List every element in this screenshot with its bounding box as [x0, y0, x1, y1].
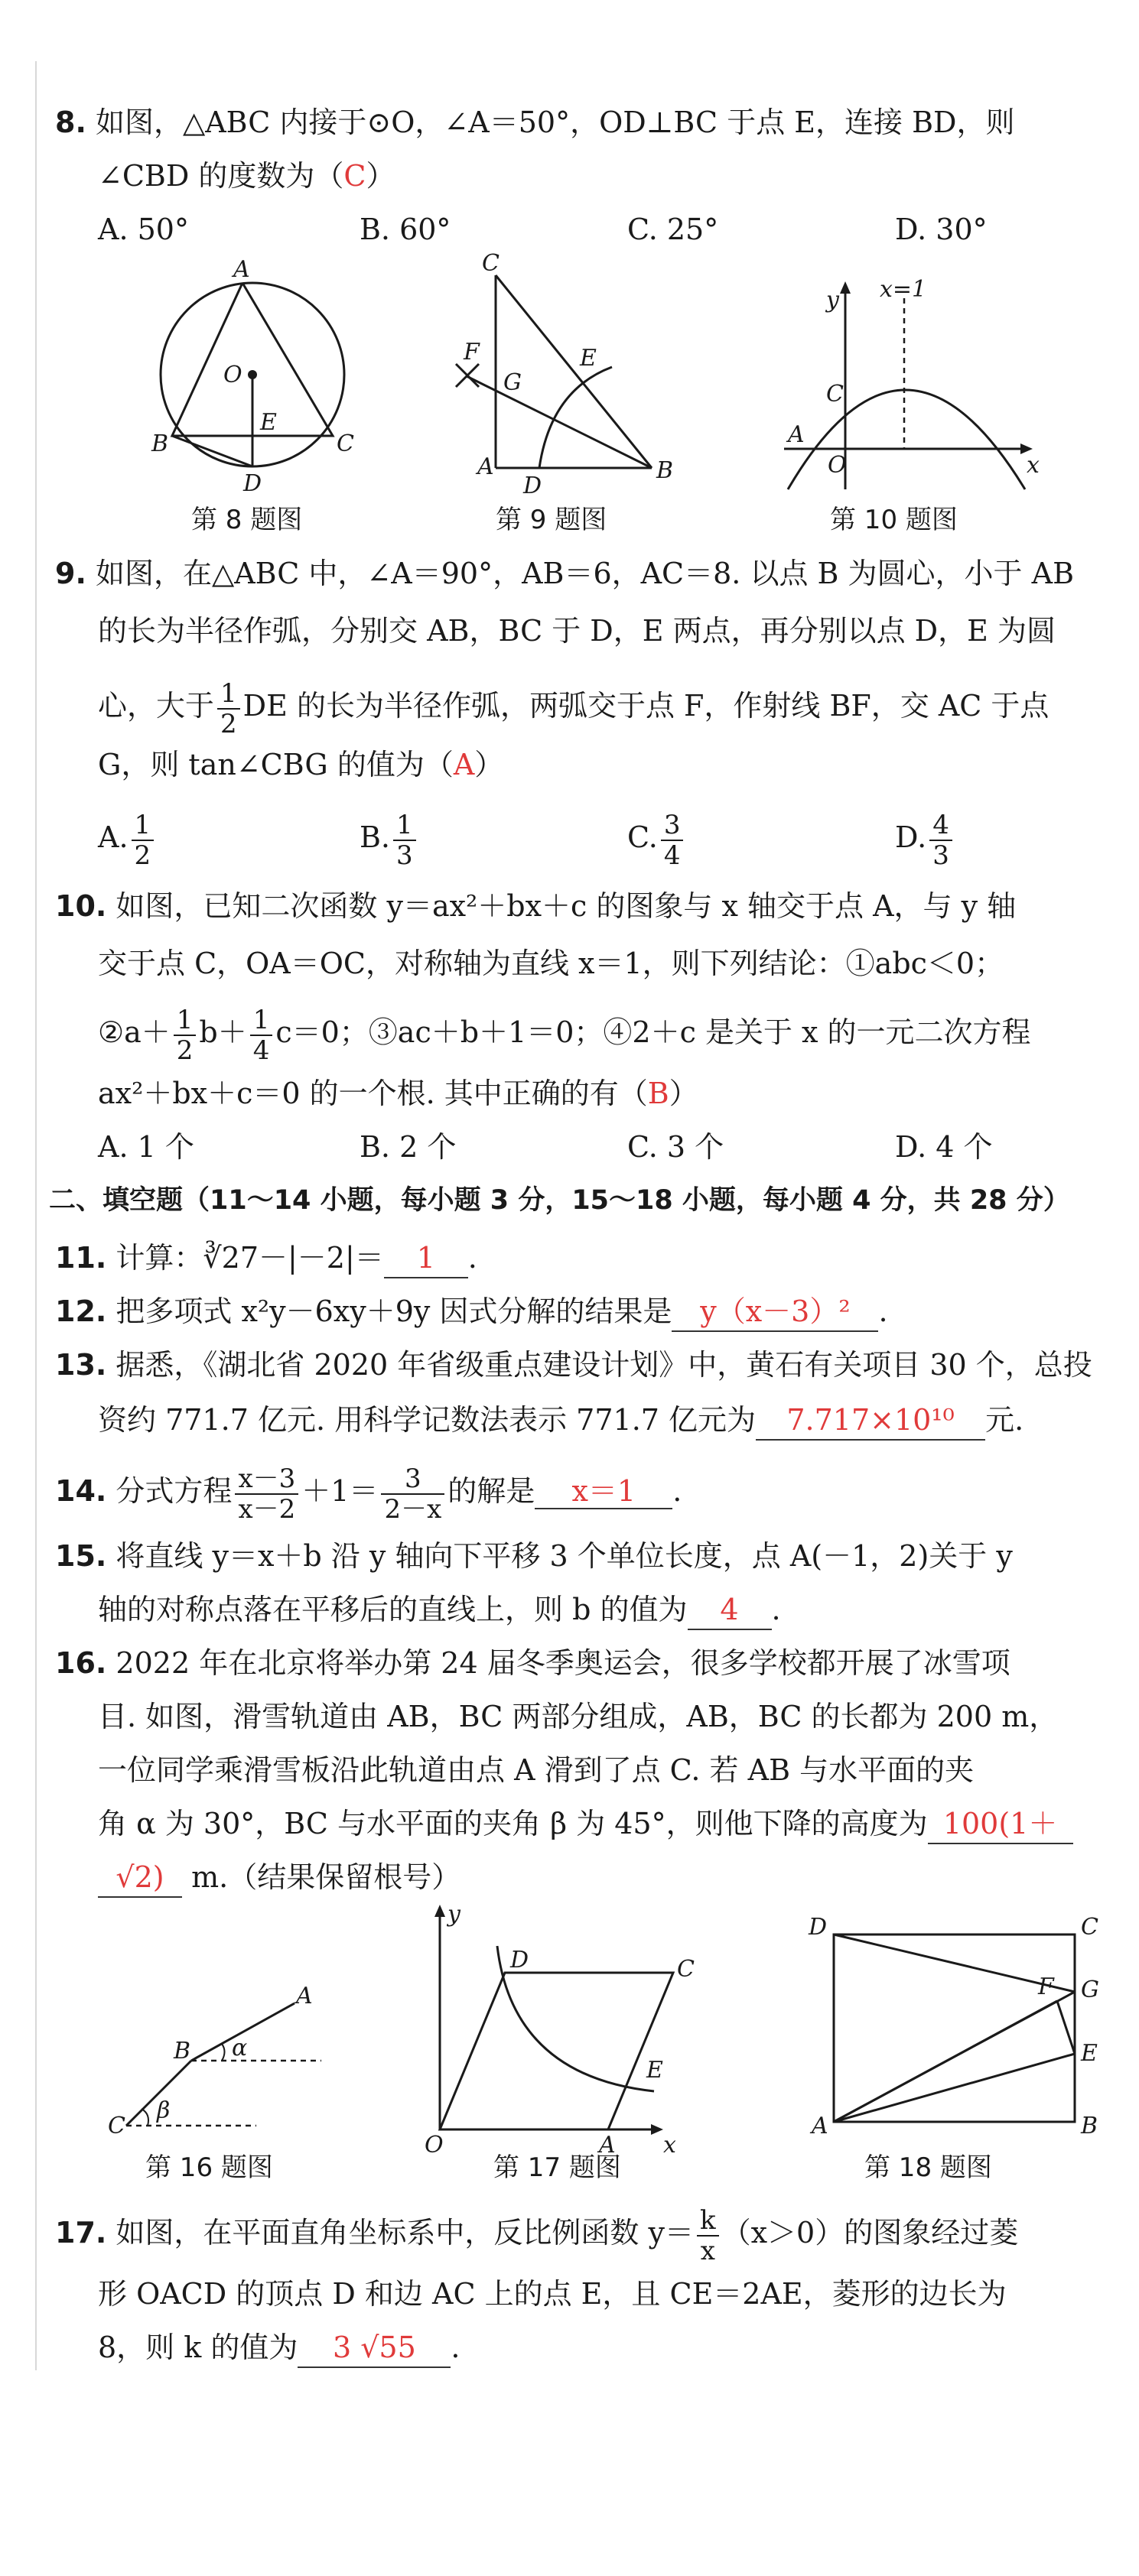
q10-line1 — [55, 887, 1016, 925]
fig10-label-y: y — [826, 287, 839, 313]
q8-line1 — [55, 103, 1015, 141]
q10-stem-line1: 如图，已知二次函数 y＝ax²＋bx＋c 的图象与 x 轴交于点 A，与 y 轴 — [116, 889, 1017, 923]
q10-frac1-top: 1 — [174, 1005, 197, 1036]
q9-option-c-label: C. — [627, 820, 658, 854]
fig16-label-alpha: α — [232, 2035, 248, 2061]
q16-number: 16. — [55, 1646, 107, 1680]
q9-option-a-bottom: 2 — [134, 840, 151, 871]
fig18-label-d: D — [809, 1914, 828, 1941]
q8-stem-line2: ∠CBD 的度数为（ — [98, 159, 344, 193]
q15-number: 15. — [55, 1539, 107, 1573]
q14-answer: x＝1 — [535, 1474, 672, 1509]
section-2-title: 二、填空题（11～14 小题，每小题 3 分，15～18 小题，每小题 4 分，共 28 分） — [49, 1185, 1070, 1216]
fig17-caption: 第 17 题图 — [493, 2152, 621, 2183]
q17-stem-line1b: （x＞0）的图象经过菱 — [721, 2216, 1019, 2250]
q17-stem-line3: 8，则 k 的值为 — [98, 2331, 298, 2364]
fig9-label-b: B — [656, 457, 674, 484]
q9-option-d-label: D. — [895, 820, 927, 854]
q17-line3 — [98, 2328, 460, 2368]
figure-9 — [451, 250, 696, 505]
q10-stem-close: ） — [669, 1077, 698, 1110]
q10-frac1-bottom: 2 — [176, 1035, 194, 1066]
q9-frac-top: 1 — [217, 679, 240, 710]
q10-stem-line3c: c＝0；③ac＋b＋1＝0；④2＋c 是关于 x 的一元二次方程 — [275, 1015, 1031, 1049]
q13-line2 — [98, 1401, 1023, 1441]
q10-stem-line4: ax²＋bx＋c＝0 的一个根. 其中正确的有（ — [98, 1077, 648, 1110]
fig9-label-a: A — [477, 453, 494, 480]
q11-stem: 计算：∛27－|－2|＝ — [116, 1241, 384, 1275]
q17-period: . — [451, 2331, 460, 2364]
q9-option-a-top: 1 — [132, 810, 155, 841]
q9-line4 — [98, 746, 503, 784]
q8-stem-line1: 如图，△ABC 内接于⊙O，∠A＝50°，OD⊥BC 于点 E，连接 BD，则 — [95, 106, 1015, 139]
fig18-label-g: G — [1081, 1977, 1099, 2003]
fig16-label-a: A — [296, 1983, 313, 2009]
q10-line3 — [98, 998, 1031, 1067]
q8-number: 8. — [55, 106, 86, 139]
fig18-label-a: A — [812, 2113, 828, 2139]
q10-answer: B — [647, 1077, 669, 1110]
q14-line — [55, 1457, 682, 1525]
q15-line2 — [98, 1590, 781, 1630]
q9-stem-line3b: DE 的长为半径作弧，两弧交于点 F，作射线 BF，交 AC 于点 — [242, 689, 1050, 723]
q12-number: 12. — [55, 1294, 107, 1328]
fig18-label-c: C — [1081, 1914, 1098, 1941]
q16-answer-part1: 100(1＋ — [928, 1804, 1073, 1844]
q11-answer: 1 — [384, 1239, 468, 1278]
q10-frac2-bottom: 4 — [252, 1035, 270, 1066]
q15-answer: 4 — [688, 1590, 772, 1630]
q9-option-d-top: 4 — [929, 810, 952, 841]
fig8-label-c: C — [337, 430, 354, 457]
q12-line — [55, 1292, 888, 1332]
q15-line1 — [55, 1537, 1013, 1575]
q17-line1 — [55, 2198, 1018, 2267]
q12-stem: 把多项式 x²y－6xy＋9y 因式分解的结果是 — [116, 1294, 672, 1328]
q16-line3: 一位同学乘滑雪板沿此轨道由点 A 滑到了点 C. 若 AB 与水平面的夹 — [98, 1753, 975, 1787]
q14-frac2-top: 3 — [381, 1464, 444, 1495]
fig9-label-d: D — [523, 473, 542, 499]
fig18-caption: 第 18 题图 — [864, 2152, 992, 2183]
q8-option-a: A. 50° — [98, 213, 189, 246]
fig16-label-b: B — [174, 2038, 191, 2064]
q16-line2: 目. 如图，滑雪轨道由 AB，BC 两部分组成，AB，BC 的长都为 200 m， — [98, 1700, 1059, 1733]
fig10-label-x1: x=1 — [880, 276, 927, 303]
q14-frac1-bottom: x－2 — [238, 1493, 296, 1525]
q9-option-b — [360, 803, 419, 872]
q9-option-b-label: B. — [360, 820, 391, 854]
q10-option-b: B. 2 个 — [360, 1130, 457, 1164]
q14-frac1-top: x－3 — [235, 1464, 298, 1495]
fig9-label-f: F — [464, 339, 480, 365]
q10-frac2-top: 1 — [250, 1005, 273, 1036]
q17-frac — [697, 2206, 719, 2266]
q10-frac1 — [174, 1005, 197, 1065]
q17-frac-bottom: x — [700, 2235, 715, 2266]
fig16-caption: 第 16 题图 — [145, 2152, 273, 2183]
q14-stem-a: 分式方程 — [116, 1474, 233, 1508]
q9-option-a — [98, 803, 157, 872]
q13-unit: 元. — [985, 1403, 1024, 1437]
q9-line3 — [98, 671, 1049, 740]
fig10-label-x: x — [1027, 452, 1040, 479]
q14-frac2-bottom: 2－x — [384, 1493, 442, 1525]
q15-stem-line2: 轴的对称点落在平移后的直线上，则 b 的值为 — [98, 1593, 688, 1626]
q16-answer-part2: √2) — [98, 1858, 182, 1898]
q9-option-c-frac — [661, 810, 684, 870]
q14-frac2 — [381, 1464, 444, 1524]
fig18-label-f: F — [1038, 1973, 1054, 2000]
q10-option-a: A. 1 个 — [98, 1130, 194, 1164]
q10-option-c: C. 3 个 — [627, 1130, 724, 1164]
q14-number: 14. — [55, 1474, 107, 1508]
q16-stem-line1: 2022 年在北京将举办第 24 届冬季奥运会，很多学校都开展了冰雪项 — [116, 1646, 1010, 1680]
q16-unit-note: m.（结果保留根号） — [191, 1860, 461, 1894]
fig17-label-o: O — [425, 2132, 444, 2159]
fig17-label-c: C — [677, 1956, 695, 1983]
q14-stem-c: 的解是 — [447, 1474, 535, 1508]
fig9-caption: 第 9 题图 — [496, 505, 607, 535]
q9-stem-line1: 如图，在△ABC 中，∠A＝90°，AB＝6，AC＝8. 以点 B 为圆心，小于 AB — [95, 557, 1074, 590]
q9-option-c — [627, 803, 686, 872]
q17-answer: 3 √55 — [298, 2328, 451, 2368]
q10-frac2 — [250, 1005, 273, 1065]
q14-stem-b: ＋1＝ — [301, 1474, 379, 1508]
fig8-caption: 第 8 题图 — [191, 505, 303, 535]
q9-option-b-bottom: 3 — [396, 840, 413, 871]
q17-frac-top: k — [697, 2206, 719, 2237]
q9-stem-line4: G，则 tan∠CBG 的值为（ — [98, 748, 454, 781]
q9-option-b-top: 1 — [393, 810, 416, 841]
fig8-label-b: B — [151, 430, 169, 457]
q10-stem-line3a: ②a＋ — [98, 1015, 171, 1049]
figure-16 — [103, 1973, 356, 2156]
q8-option-b: B. 60° — [360, 213, 451, 246]
q13-line1 — [55, 1346, 1092, 1384]
fig8-label-a: A — [233, 256, 250, 283]
fig17-label-a: A — [599, 2132, 616, 2159]
q16-line5 — [98, 1858, 460, 1898]
q8-answer: C — [343, 159, 366, 193]
q8-line2 — [98, 157, 395, 195]
q13-stem-line2: 资约 771.7 亿元. 用科学记数法表示 771.7 亿元为 — [98, 1403, 757, 1437]
q16-line4 — [98, 1804, 1073, 1844]
q13-stem-line1: 据悉，《湖北省 2020 年省级重点建设计划》中，黄石有关项目 30 个，总投 — [116, 1348, 1092, 1382]
fig16-label-beta: β — [157, 2097, 171, 2124]
fig9-label-e: E — [580, 345, 597, 372]
figure-8 — [145, 256, 390, 505]
q9-stem-line3a: 心，大于 — [98, 689, 215, 723]
q10-stem-line3b: b＋ — [199, 1015, 247, 1049]
q10-line4 — [98, 1074, 698, 1113]
q15-stem-line1: 将直线 y＝x＋b 沿 y 轴向下平移 3 个单位长度，点 A(－1，2)关于 y — [116, 1539, 1013, 1573]
q9-option-b-frac — [393, 810, 416, 870]
q9-option-d-bottom: 3 — [932, 840, 949, 871]
q16-line1 — [55, 1644, 1010, 1682]
q13-number: 13. — [55, 1348, 107, 1382]
q9-option-d-frac — [929, 810, 952, 870]
q9-answer: A — [453, 748, 475, 781]
fig8-label-d: D — [243, 470, 262, 497]
fig16-label-c: C — [108, 2113, 125, 2139]
q17-number: 17. — [55, 2216, 107, 2250]
q9-fraction — [217, 679, 240, 739]
q9-option-a-label: A. — [98, 820, 129, 854]
fig10-label-c: C — [826, 381, 844, 408]
fig17-label-d: D — [510, 1947, 529, 1973]
fig10-label-o: O — [828, 452, 847, 479]
q11-line — [55, 1239, 477, 1278]
fig10-label-a: A — [788, 421, 805, 448]
fig8-label-e: E — [260, 409, 277, 436]
fig18-label-b: B — [1081, 2113, 1098, 2139]
q14-frac1 — [235, 1464, 298, 1524]
q15-period: . — [771, 1593, 781, 1626]
figure-17 — [425, 1900, 731, 2159]
figure-10 — [773, 260, 1048, 505]
q11-number: 11. — [55, 1241, 107, 1275]
q10-number: 10. — [55, 889, 107, 923]
q10-option-d: D. 4 个 — [895, 1130, 993, 1164]
q9-option-a-frac — [132, 810, 155, 870]
q16-stem-line4: 角 α 为 30°，BC 与水平面的夹角 β 为 45°，则他下降的高度为 — [98, 1807, 928, 1840]
fig17-label-e: E — [646, 2057, 663, 2084]
q14-period: . — [672, 1474, 682, 1508]
q10-line2: 交于点 C，OA＝OC，对称轴为直线 x＝1，则下列结论：①abc＜0； — [98, 947, 1004, 980]
q17-stem-line1a: 如图，在平面直角坐标系中，反比例函数 y＝ — [116, 2216, 694, 2250]
fig17-label-x: x — [663, 2132, 676, 2159]
margin-line — [35, 61, 37, 2370]
q9-stem-close: ） — [474, 748, 504, 781]
fig8-label-o: O — [223, 362, 242, 388]
q9-option-c-bottom: 4 — [663, 840, 681, 871]
q9-number: 9. — [55, 557, 86, 590]
q9-option-d — [895, 803, 955, 872]
figure-18 — [807, 1912, 1098, 2141]
q9-frac-bottom: 2 — [220, 708, 237, 739]
q9-option-c-top: 3 — [661, 810, 684, 841]
q8-stem-close: ） — [366, 159, 395, 193]
q11-period: . — [467, 1241, 477, 1275]
q13-answer: 7.717×10¹⁰ — [756, 1401, 985, 1441]
q9-line2: 的长为半径作弧，分别交 AB，BC 于 D，E 两点，再分别以点 D，E 为圆 — [98, 614, 1056, 648]
q12-answer: y（x－3）² — [672, 1292, 878, 1332]
fig9-label-c: C — [482, 250, 500, 277]
q17-line2: 形 OACD 的顶点 D 和边 AC 上的点 E，且 CE＝2AE，菱形的边长为 — [98, 2277, 1007, 2311]
q12-period: . — [878, 1294, 888, 1328]
fig10-caption: 第 10 题图 — [830, 505, 958, 535]
fig18-label-e: E — [1081, 2040, 1098, 2067]
q9-line1 — [55, 554, 1074, 593]
fig9-label-g: G — [503, 369, 522, 396]
q8-option-d: D. 30° — [895, 213, 988, 246]
q8-option-c: C. 25° — [627, 213, 719, 246]
fig17-label-y: y — [447, 1901, 460, 1928]
